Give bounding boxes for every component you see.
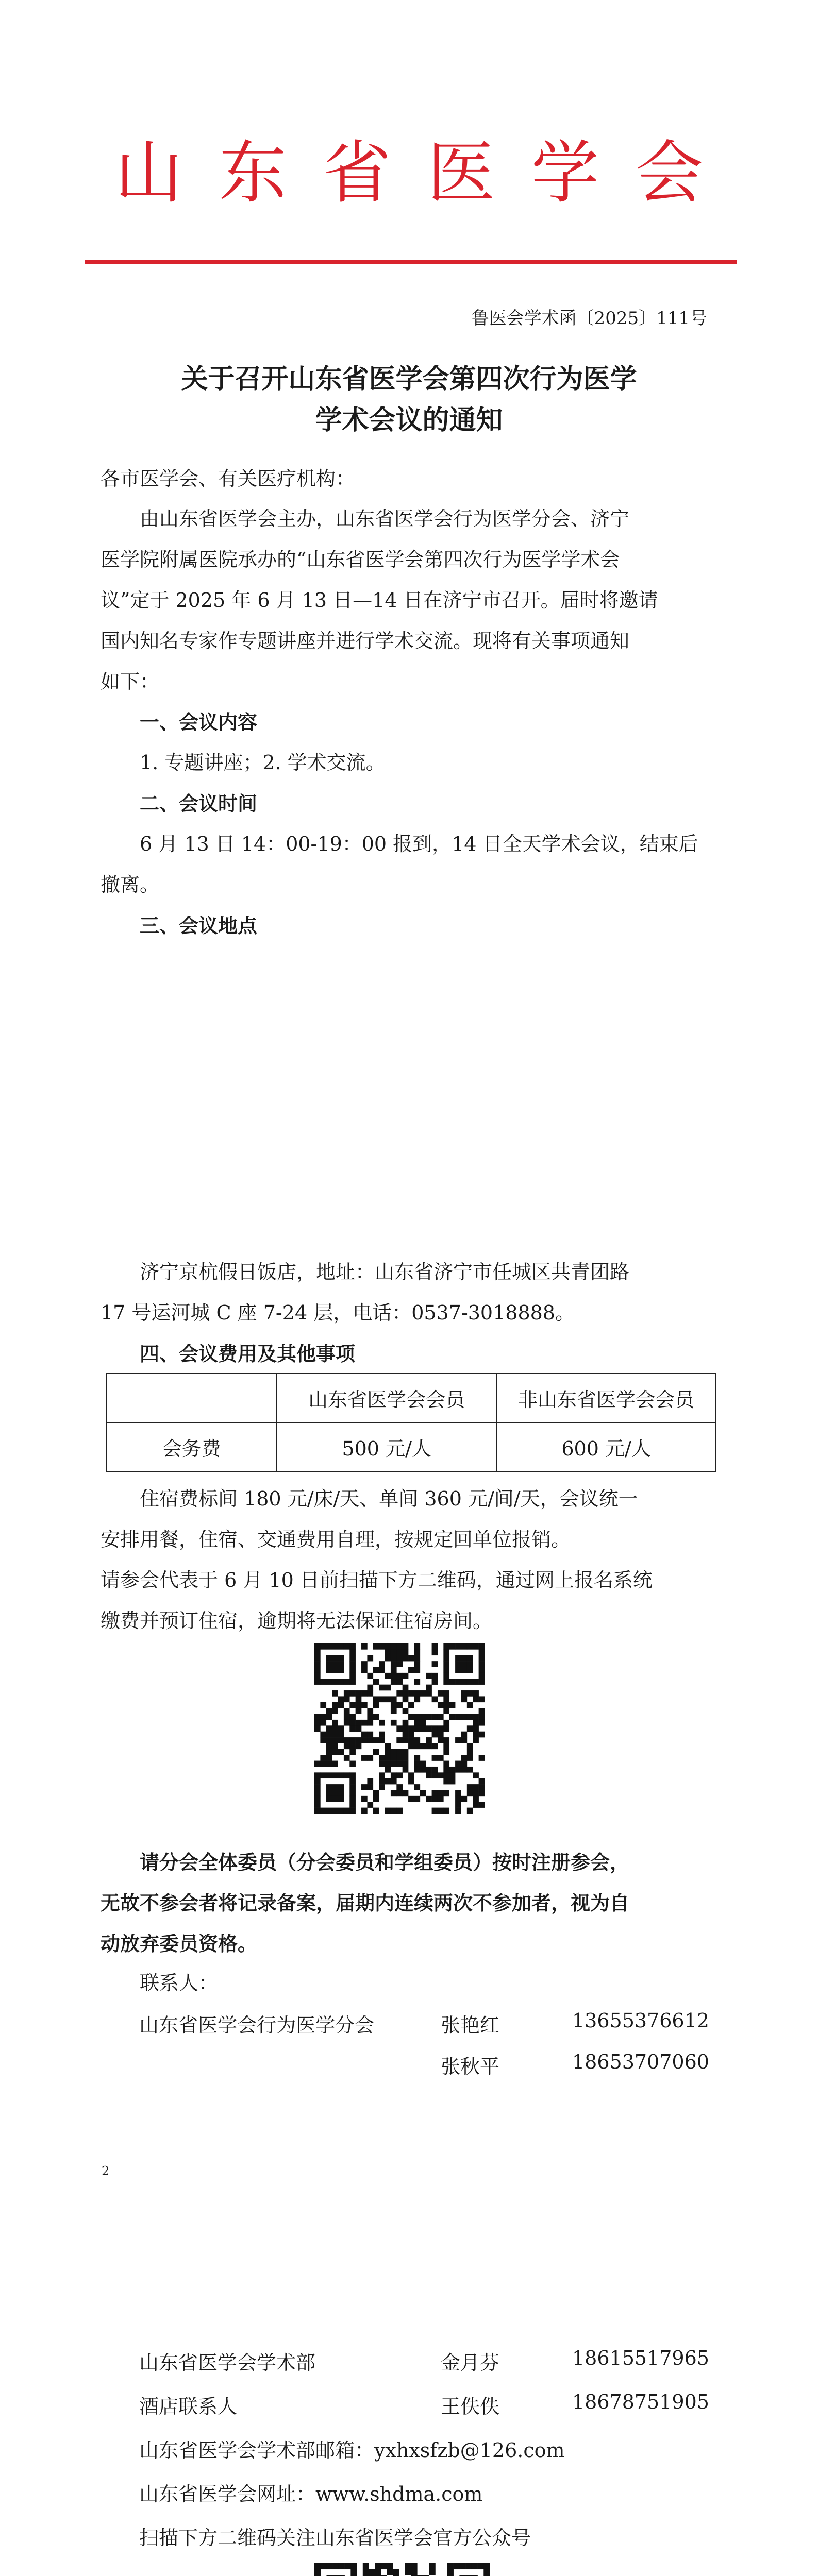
salutation: 各市医学会、有关医疗机构： (101, 467, 356, 490)
dept-contact-phone: 18678751905 (572, 2391, 709, 2413)
place-line: 济宁京杭假日饭店，地址：山东省济宁市任城区共青团路 (140, 1261, 630, 1283)
time-line: 撤离。 (101, 873, 160, 896)
registration-line: 请参会代表于 6 月 10 日前扫描下方二维码，通过网上报名系统 (101, 1569, 653, 1591)
fees-table (106, 1373, 716, 1472)
notice-line: 动放弃委员资格。 (101, 1932, 258, 1955)
contact-phone: 18653707060 (572, 2050, 709, 2073)
time-line: 6 月 13 日 14：00-19：00 报到，14 日全天学术会议，结束后 (140, 833, 698, 855)
title-line-1: 关于召开山东省医学会第四次行为医学 (181, 363, 637, 395)
section-time-body (101, 824, 719, 905)
website-line: 山东省医学会网址：www.shdma.com (139, 2483, 483, 2505)
table-cell-empty (106, 1374, 277, 1422)
intro-line: 国内知名专家作专题讲座并进行学术交流。现将有关事项通知 (101, 630, 630, 652)
branch-name: 山东省医学会行为医学分会 (139, 2014, 375, 2037)
intro-line: 由山东省医学会主办，山东省医学会行为医学分会、济宁 (140, 507, 630, 530)
masthead-rule (85, 260, 737, 264)
notice-line: 无故不参会者将记录备案，届期内连续两次不参加者，视为自 (101, 1891, 630, 1914)
scan-instruction: 扫描下方二维码关注山东省医学会官方公众号 (139, 2527, 531, 2549)
page-number: 2 (102, 2164, 110, 2178)
section-content-body: 1. 专题讲座；2. 学术交流。 (140, 751, 386, 774)
notice-line: 请分会全体委员（分会委员和学组委员）按时注册参会， (140, 1851, 630, 1874)
dept-org: 山东省医学会学术部 (139, 2351, 316, 2374)
intro-paragraph (101, 499, 719, 702)
lodging-line: 住宿费标间 180 元/床/天、单间 360 元/间/天，会议统一 (140, 1487, 638, 1510)
section-content-heading: 一、会议内容 (140, 710, 258, 734)
section-fees-heading: 四、会议费用及其他事项 (140, 1342, 356, 1365)
intro-line: 如下： (101, 670, 160, 693)
table-row (106, 1374, 716, 1422)
email-line: 山东省医学会学术部邮箱：yxhxsfzb@126.com (139, 2439, 565, 2462)
dept-contact-name: 王佚佚 (441, 2395, 500, 2418)
intro-line: 医学院附属医院承办的“山东省医学会第四次行为医学学术会 (101, 548, 620, 571)
contact-name: 张艳红 (441, 2014, 500, 2037)
dept-contact-phone: 18615517965 (572, 2347, 709, 2369)
intro-line: 议”定于 2025 年 6 月 13 日—14 日在济宁市召开。届时将邀请 (101, 589, 658, 612)
lodging-paragraph (101, 1479, 719, 1560)
table-cell-member-fee: 500 元/人 (277, 1422, 496, 1471)
registration-paragraph (101, 1560, 719, 1641)
contacts-label: 联系人： (140, 1972, 219, 1994)
wechat-qr-code[interactable] (314, 2563, 490, 2576)
table-header-member: 山东省医学会会员 (277, 1374, 496, 1422)
dept-contact-name: 金月芬 (441, 2351, 500, 2374)
dept-org: 酒店联系人 (139, 2395, 238, 2418)
contact-phone: 13655376612 (572, 2009, 709, 2032)
notice-paragraph (101, 1842, 719, 1964)
table-row (106, 1422, 716, 1471)
title-line-2: 学术会议的通知 (315, 404, 503, 436)
document-number: 鲁医会学术函〔2025〕111号 (471, 308, 707, 329)
registration-qr-code[interactable] (314, 1643, 485, 1814)
table-row-label: 会务费 (106, 1422, 277, 1471)
section-place-body (101, 1252, 719, 1333)
section-time-heading: 二、会议时间 (140, 792, 258, 815)
table-cell-nonmember-fee: 600 元/人 (496, 1422, 716, 1471)
masthead: 山东省医学会 (114, 133, 740, 213)
table-header-nonmember: 非山东省医学会会员 (496, 1374, 716, 1422)
section-place-heading: 三、会议地点 (140, 914, 258, 937)
place-line: 17 号运河城 C 座 7-24 层，电话：0537-3018888。 (101, 1301, 575, 1324)
lodging-line: 安排用餐，住宿、交通费用自理，按规定回单位报销。 (101, 1528, 571, 1551)
registration-line: 缴费并预订住宿，逾期将无法保证住宿房间。 (101, 1609, 493, 1632)
contact-name: 张秋平 (441, 2055, 500, 2078)
